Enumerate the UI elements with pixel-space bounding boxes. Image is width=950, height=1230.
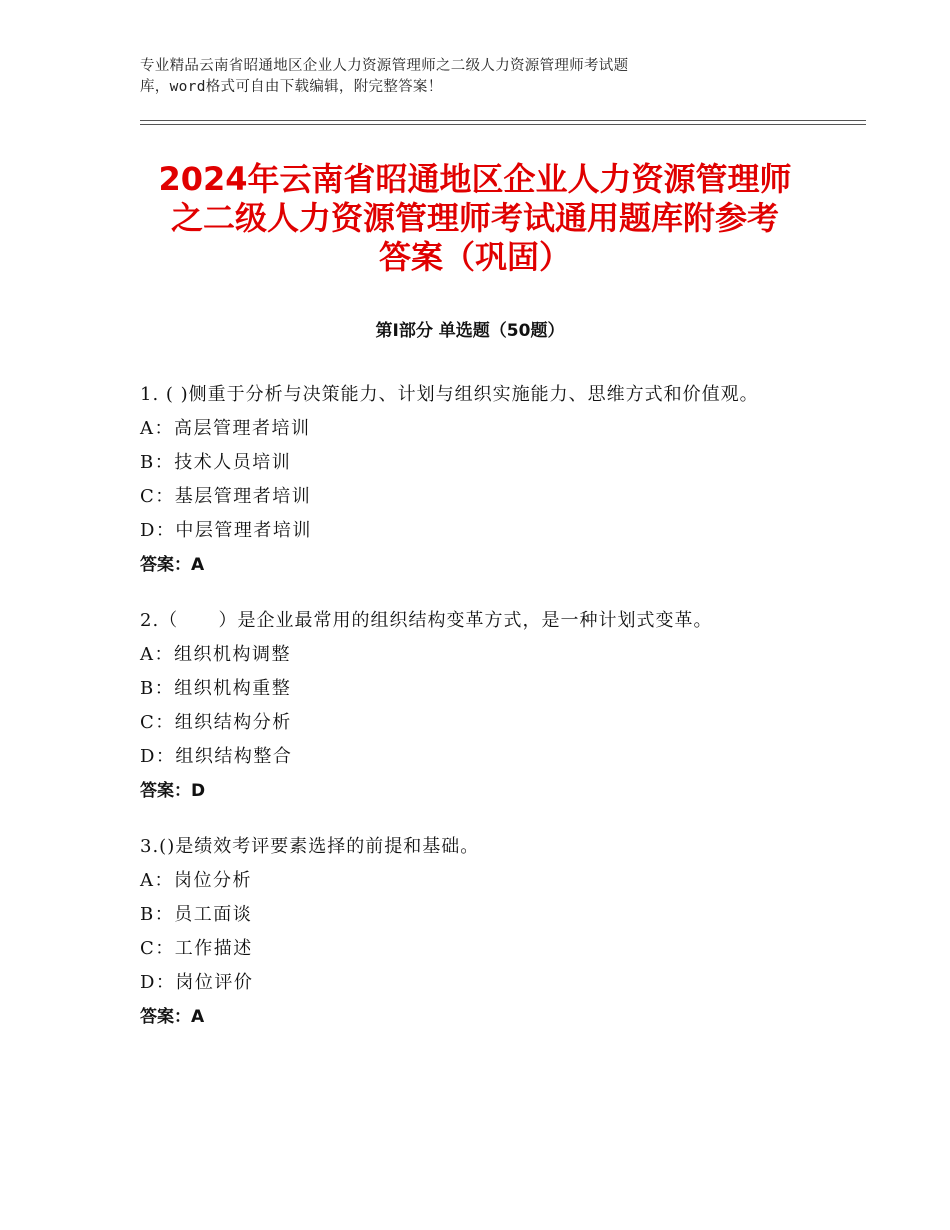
answer: 答案：D (140, 781, 206, 801)
question-list (140, 378, 820, 1056)
question-3 (140, 830, 820, 1034)
question-1 (140, 378, 820, 582)
option-b: B：员工面谈 (140, 904, 253, 925)
header-note-line-2: 库，word格式可自由下载编辑，附完整答案！ (140, 79, 443, 95)
option-b: B：组织机构重整 (140, 678, 292, 699)
document-title-line-2: 之二级人力资源管理师考试通用题库附参考 (170, 199, 779, 237)
question-stem: 2.（ ）是企业最常用的组织结构变革方式，是一种计划式变革。 (140, 610, 713, 631)
option-a: A：组织机构调整 (140, 644, 291, 665)
question-2 (140, 604, 820, 808)
document-title-line-3: 答案（巩固） (378, 238, 571, 276)
question-stem: 3.()是绩效考评要素选择的前提和基础。 (140, 836, 480, 857)
option-b: B：技术人员培训 (140, 452, 292, 473)
document-title (130, 160, 820, 277)
option-c: C：基层管理者培训 (140, 486, 312, 507)
answer: 答案：A (140, 1007, 205, 1027)
answer: 答案：A (140, 555, 205, 575)
option-d: D：中层管理者培训 (140, 520, 312, 541)
header-note (140, 56, 800, 98)
option-d: D：组织结构整合 (140, 746, 293, 767)
header-note-line-1: 专业精品云南省昭通地区企业人力资源管理师之二级人力资源管理师考试题 (140, 58, 629, 74)
option-a: A：岗位分析 (140, 870, 252, 891)
document-title-line-1: 2024年云南省昭通地区企业人力资源管理师 (158, 160, 792, 198)
header-divider-bottom (140, 124, 866, 125)
header-divider-top (140, 120, 866, 121)
option-d: D：岗位评价 (140, 972, 254, 993)
section-title: 第Ⅰ部分 单选题（50题） (375, 321, 565, 341)
option-c: C：工作描述 (140, 938, 253, 959)
question-stem: 1. ( )侧重于分析与决策能力、计划与组织实施能力、思维方式和价值观。 (140, 384, 759, 405)
option-a: A：高层管理者培训 (140, 418, 311, 439)
option-c: C：组织结构分析 (140, 712, 292, 733)
